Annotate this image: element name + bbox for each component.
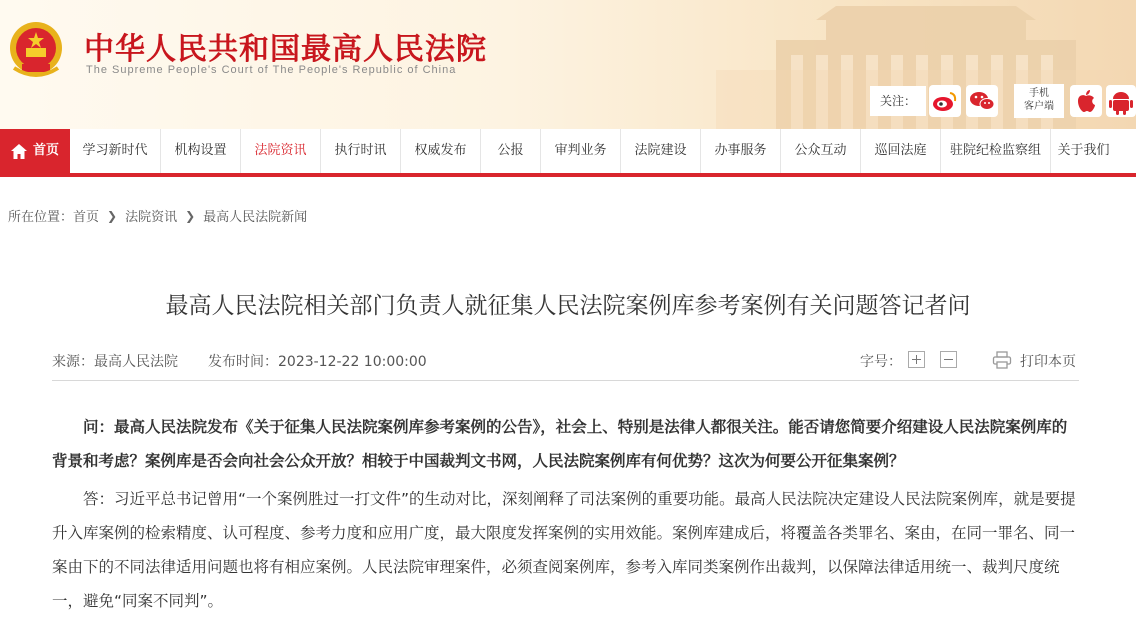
print-page-link[interactable]: 打印本页 [1020,354,1076,370]
wechat-icon [966,85,998,117]
home-icon [11,144,27,159]
breadcrumb-prefix: 所在位置： [8,210,74,225]
weibo-button[interactable] [929,85,961,117]
nav-item-services[interactable]: 办事服务 [701,129,781,173]
mobile-client-label-line1: 手机 [1029,88,1049,99]
national-emblem-icon [8,20,64,80]
nav-item-home[interactable] [0,129,70,173]
main-navigation [0,129,1136,177]
nav-item-court-building[interactable]: 法院建设 [621,129,701,173]
print-icon[interactable] [992,351,1012,369]
site-subtitle: The Supreme People's Court of The People's Republic of China [86,64,457,76]
breadcrumb [8,206,307,225]
nav-item-label: 首页 [32,143,59,158]
nav-item-gazette[interactable]: 公报 [481,129,541,173]
apple-app-button[interactable] [1070,85,1102,117]
breadcrumb-item-spc-news[interactable]: 最高人民法院新闻 [203,210,308,225]
chevron-right-icon: ❯ [107,208,118,223]
android-app-button[interactable] [1106,85,1136,117]
breadcrumb-item-court-news[interactable]: 法院资讯 [125,210,178,225]
article-answer: 答：习近平总书记曾用“一个案例胜过一打文件”的生动对比，深刻阐释了司法案例的重要功能。最高人民法院决定建设人民法院案例库，就是要提升入库案例的检索精度、认可程度、参考力度和应用广度，最大限度发挥案例的实用效能。案例库建成后，将覆盖各类罪名、案由，在同一罪名、同一案由下的不同法律适用问题也将有相应案例。人民法院审理案件，必须查阅案例库，参考入库同类案例作出裁判，以保障法律适用统一、裁判尺度统一，避免“同案不同判”。 [52,490,1076,610]
article-publish-time: 发布时间：2023-12-22 10:00:00 [208,354,427,370]
wechat-button[interactable] [966,85,998,117]
android-icon [1106,85,1136,117]
site-header [0,0,1136,129]
nav-item-discipline-inspection[interactable]: 驻院纪检监察组 [941,129,1051,173]
breadcrumb-item-home[interactable]: 首页 [73,210,100,225]
nav-item-about-us[interactable]: 关于我们 [1057,143,1110,158]
nav-item-trial-business[interactable]: 审判业务 [541,129,621,173]
article-question: 问：最高人民法院发布《关于征集人民法院案例库参考案例的公告》，社会上、特别是法律人都很关注。能否请您简要介绍建设人民法院案例库的背景和考虑？案例库是否会向社会公众开放？相较于中国裁判文书网，人民法院案例库有何优势？这次为何要公开征集案例？ [52,418,1068,470]
mobile-client-label-line2: 客户端 [1024,101,1054,112]
nav-item-study[interactable]: 学习新时代 [70,129,161,173]
mobile-client-button[interactable] [1014,84,1064,118]
chevron-right-icon: ❯ [185,208,196,223]
nav-item-organization[interactable]: 机构设置 [161,129,241,173]
nav-item-public-interaction[interactable]: 公众互动 [781,129,861,173]
article-body [52,410,1079,618]
follow-label: 关注： [870,86,926,116]
nav-item-circuit-court[interactable]: 巡回法庭 [861,129,941,173]
article-meta [52,342,1079,381]
article-title: 最高人民法院相关部门负责人就征集人民法院案例库参考案例有关问题答记者问 [165,293,971,319]
site-title: 中华人民共和国最高人民法院 [84,32,487,67]
article-source: 来源：最高人民法院 [52,354,178,370]
nav-item-enforcement-news[interactable]: 执行时讯 [321,129,401,173]
font-increase-button[interactable] [908,351,925,368]
nav-item-authoritative-release[interactable]: 权威发布 [401,129,481,173]
nav-item-court-news[interactable]: 法院资讯 [241,129,321,173]
apple-icon [1070,85,1102,117]
font-decrease-button[interactable] [940,351,957,368]
font-size-label: 字号： [860,354,902,370]
weibo-icon [929,85,961,117]
